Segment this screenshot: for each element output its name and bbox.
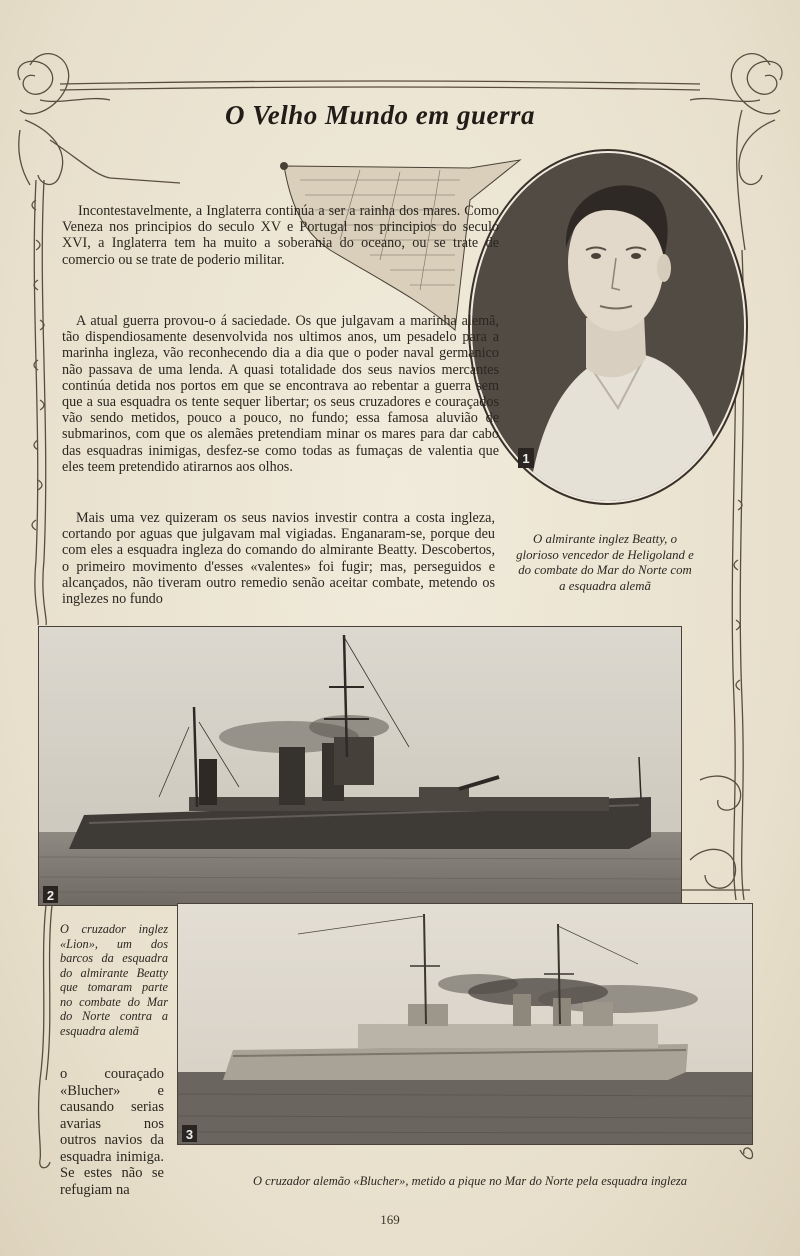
photo-cruiser-blucher	[177, 903, 753, 1145]
page-number: 169	[380, 1212, 400, 1227]
paragraph-4: o couraçado «Blucher» e causando serias avarias nos outros navios da esquadra inimiga. Se estes não se refugiam na	[60, 1066, 164, 1198]
caption-blucher: O cruzador alemão «Blucher», metido a pique no Mar do Norte pela esquadra ingleza	[253, 1174, 687, 1188]
caption-lion: O cruzador inglez «Lion», um dos barcos da esquadra do almirante Beatty que tomaram parte no combate do Mar do Norte contra a esquadra alemã	[60, 922, 168, 1038]
page-title: O Velho Mundo em guerra	[224, 100, 536, 130]
figure-number-1: 1	[522, 451, 530, 466]
figure-number-2: 2	[46, 888, 55, 903]
paragraph-3: Mais uma vez quizeram os seus navios investir contra a costa ingleza, cortando por aguas que julgavam mal vigiadas. Enganaram-se, porque deu com eles a esquadra ingleza do comando do almirante Beatty. Descobertos, o primeiro movimento d'esses «valentes» foi fugir; mas, perseguidos e alcançados, não tiveram outro remedio senão aceitar combate, metendo os inglezes no fundo	[62, 510, 495, 608]
portrait-beatty	[468, 148, 748, 506]
caption-portrait: O almirante inglez Beatty, o glorioso vencedor de Heligoland e do combate do Mar do Norte com a esquadra alemã	[516, 532, 694, 593]
figure-number-3: 3	[185, 1127, 194, 1142]
paragraph-1: Incontestavelmente, a Inglaterra continúa a ser a rainha dos mares. Como Veneza nos principios do seculo XV e Portugal nos principios do seculo XVI, a Inglaterra tem ha muito a soberania do oceano, ou se trate de comercio ou se trate de poderio militar.	[62, 203, 499, 268]
paragraph-2: A atual guerra provou-o á saciedade. Os que julgavam a marinha alemã, tão dispendiosamente desenvolvida nos ultimos anos, um pesadelo para a marinha ingleza, vão reconhecendo dia a dia que o poder naval germanico não passava de uma lenda. A quasi totalidade dos seus navios mercantes continúa detida nos portos em que se encontrava ao rebentar a guerra sem que a sua esquadra os tente sequer libertar; os seus cruzadores e couraçados vão sendo metidos, pouco a pouco, no fundo; essa famosa aluvião de submarinos, com que os alemães pretendiam minar os mares para dar cabo das esquadras inimigas, desfez-se como todas as fumaças de valentia que eles teem pretendido atirarnos aos olhos.	[62, 313, 499, 475]
photo-cruiser-lion	[38, 626, 682, 906]
